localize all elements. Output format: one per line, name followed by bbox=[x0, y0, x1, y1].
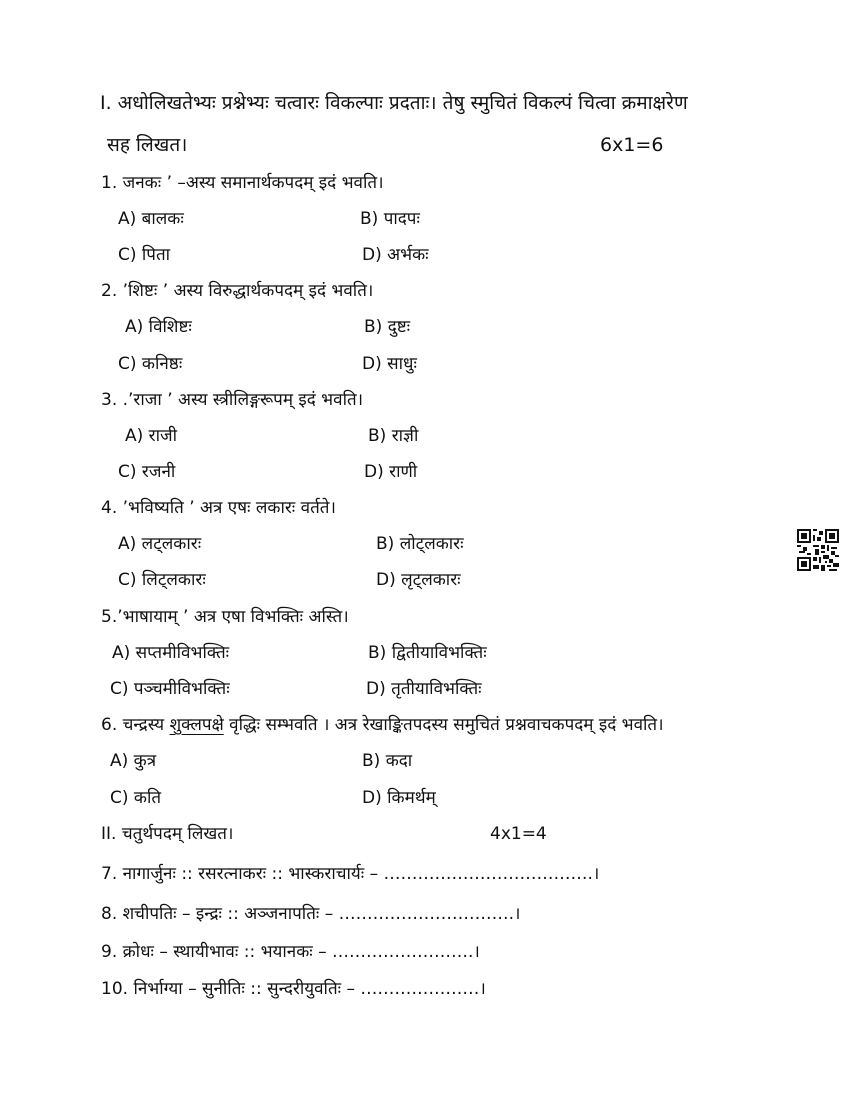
question-6-option-c: C) कति bbox=[110, 788, 162, 808]
question-4-option-a: A) लट्लकारः bbox=[118, 534, 202, 554]
question-1-option-d: D) अर्भकः bbox=[362, 245, 429, 265]
question-5-option-a: A) सप्तमीविभक्तिः bbox=[112, 643, 230, 663]
qr-code-icon bbox=[797, 529, 839, 571]
question-2-option-a: A) विशिष्टः bbox=[125, 317, 192, 337]
question-4-option-c: C) लिट्लकारः bbox=[118, 570, 206, 590]
question-2-option-b: B) दुष्टः bbox=[364, 317, 411, 337]
section1-instruction-line1: I. अधोलिखतेभ्यः प्रश्नेभ्यः चत्वारः विकल्पाः प्रदताः। तेषु स्मुचितं विकल्पं चित्वा क्रमाक्षरेण bbox=[100, 92, 688, 114]
question-6-underlined-word: शुक्लपक्षे bbox=[169, 715, 224, 735]
question-6-stem bbox=[101, 714, 664, 736]
question-4-stem: 4. ’भविष्यति ’ अत्र एषः लकारः वर्तते। bbox=[101, 498, 336, 518]
question-2-option-d: D) साधुः bbox=[362, 354, 417, 374]
section2-marks: 4x1=4 bbox=[490, 824, 547, 844]
analogy-item-9: 9. क्रोधः – स्थायीभावः :: भयानकः – …………………….। bbox=[101, 942, 480, 962]
section2-instruction: II. चतुर्थपदम् लिखत। bbox=[101, 824, 234, 844]
question-5-option-d: D) तृतीयाविभक्तिः bbox=[366, 679, 482, 699]
question-6-option-b: B) कदा bbox=[362, 751, 413, 771]
analogy-item-7: 7. नागार्जुनः :: रसरत्नाकरः :: भास्कराचार्यः – ……………………………….। bbox=[101, 864, 600, 884]
question-1-option-c: C) पिता bbox=[118, 245, 171, 265]
question-5-stem: 5.’भाषायाम् ’ अत्र एषा विभक्तिः अस्ति। bbox=[101, 607, 349, 627]
question-1-option-b: B) पादपः bbox=[360, 209, 420, 229]
section1-marks: 6x1=6 bbox=[600, 134, 664, 156]
question-6-option-a: A) कुत्र bbox=[110, 751, 157, 771]
question-3-option-d: D) राणी bbox=[364, 462, 418, 482]
question-3-option-a: A) राजी bbox=[125, 426, 178, 446]
question-2-option-c: C) कनिष्ठः bbox=[118, 354, 183, 374]
question-6-option-d: D) किमर्थम् bbox=[362, 788, 436, 808]
question-5-option-b: B) द्वितीयाविभक्तिः bbox=[368, 643, 487, 663]
question-4-option-b: B) लोट्लकारः bbox=[376, 534, 464, 554]
question-1-option-a: A) बालकः bbox=[118, 209, 184, 229]
section1-instruction-line2: सह लिखत। bbox=[107, 134, 188, 156]
question-4-option-d: D) लृट्लकारः bbox=[376, 570, 461, 590]
analogy-item-8: 8. शचीपतिः – इन्द्रः :: अञ्जनापतिः – ………………………….। bbox=[101, 904, 521, 924]
question-5-option-c: C) पञ्चमीविभक्तिः bbox=[110, 679, 230, 699]
question-6-stem-suffix: वृद्धिः सम्भवति । अत्र रेखाङ्कितपदस्य समुचितं प्रश्नवाचकपदम् इदं भवति। bbox=[223, 715, 664, 735]
question-6-stem-prefix: 6. चन्द्रस्य bbox=[101, 715, 170, 735]
question-3-option-b: B) राज्ञी bbox=[368, 426, 419, 446]
question-2-stem: 2. ’शिष्टः ’ अस्य विरुद्धार्थकपदम् इदं भवति। bbox=[101, 281, 374, 301]
question-3-stem: 3. .’राजा ’ अस्य स्त्रीलिङ्गरूपम् इदं भवति। bbox=[101, 390, 364, 410]
analogy-item-10: 10. निर्भाग्या – सुनीतिः :: सुन्दरीयुवतिः – …………………। bbox=[101, 979, 486, 999]
question-3-option-c: C) रजनी bbox=[118, 462, 176, 482]
question-1-stem: 1. जनकः ’ –अस्य समानार्थकपदम् इदं भवति। bbox=[101, 173, 384, 193]
